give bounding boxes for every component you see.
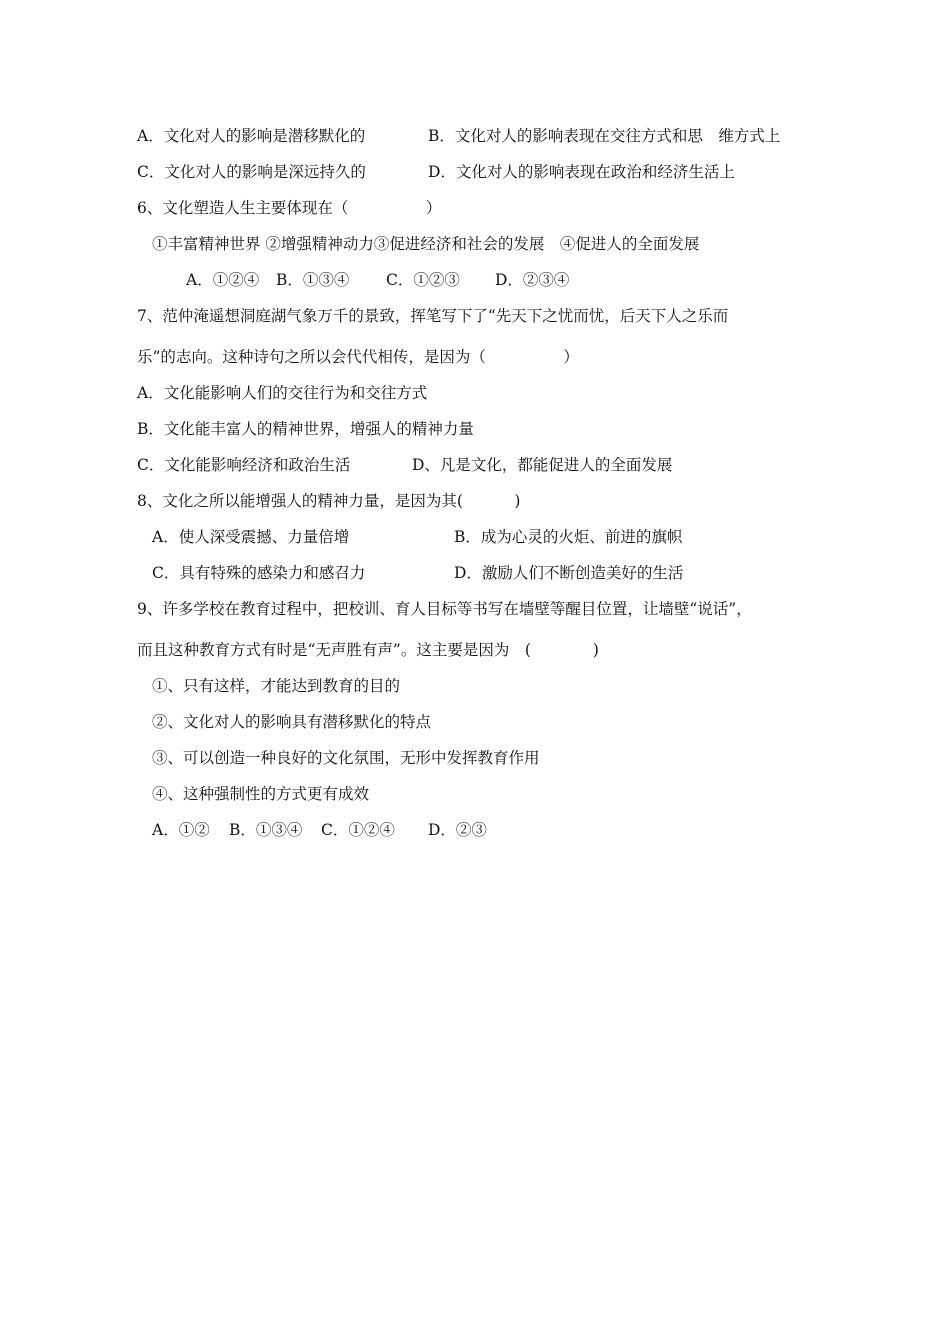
q9-option-d: D．②③ xyxy=(428,821,487,839)
q8-option-d: D．激励人们不断创造美好的生活 xyxy=(454,564,684,582)
q6-option-d: D．②③④ xyxy=(495,271,570,289)
q7-stem-line2: 乐”的志向。这种诗句之所以会代代相传，是因为（ ） xyxy=(137,348,579,366)
q7-option-c: C．文化能影响经济和政治生活 xyxy=(137,456,351,474)
q8-stem: 8、文化之所以能增强人的精神力量，是因为其( ) xyxy=(137,492,521,510)
q6-option-c: C．①②③ xyxy=(386,271,460,289)
q9-stem-line2: 而且这种教育方式有时是“无声胜有声”。这主要是因为 ( ) xyxy=(137,641,599,659)
q7-option-d: D、凡是文化，都能促进人的全面发展 xyxy=(412,456,673,474)
q5-option-b: B．文化对人的影响表现在交往方式和思 维方式上 xyxy=(428,127,781,145)
q9-option-c: C．①②④ xyxy=(321,821,395,839)
q9-stem-line1: 9、许多学校在教育过程中，把校训、育人目标等书写在墙壁等醒目位置，让墙壁“说话”， xyxy=(137,600,752,618)
q9-item-4: ④、这种强制性的方式更有成效 xyxy=(152,785,370,803)
q6-option-b: B．①③④ xyxy=(276,271,350,289)
q8-option-a: A．使人深受震撼、力量倍增 xyxy=(152,528,350,546)
q8-option-b: B．成为心灵的火炬、前进的旗帜 xyxy=(454,528,683,546)
q5-option-d: D．文化对人的影响表现在政治和经济生活上 xyxy=(428,163,735,181)
q5-option-a: A．文化对人的影响是潜移默化的 xyxy=(137,127,366,145)
q9-option-a: A．①② xyxy=(152,821,210,839)
q7-stem-line1: 7、范仲淹遥想洞庭湖气象万千的景致，挥笔写下了“先天下之忧而忧，后天下人之乐而 xyxy=(137,307,729,325)
q6-items: ①丰富精神世界 ②增强精神动力③促进经济和社会的发展 ④促进人的全面发展 xyxy=(152,235,700,253)
q5-option-c: C．文化对人的影响是深远持久的 xyxy=(137,163,366,181)
q9-option-b: B．①③④ xyxy=(229,821,303,839)
q9-item-2: ②、文化对人的影响具有潜移默化的特点 xyxy=(152,713,432,731)
q7-option-b: B．文化能丰富人的精神世界，增强人的精神力量 xyxy=(137,420,474,438)
q8-option-c: C．具有特殊的感染力和感召力 xyxy=(152,564,366,582)
q6-option-a: A．①②④ xyxy=(186,271,260,289)
q7-option-a: A．文化能影响人们的交往行为和交往方式 xyxy=(137,384,428,402)
q9-item-3: ③、可以创造一种良好的文化氛围，无形中发挥教育作用 xyxy=(152,749,540,767)
q9-item-1: ①、只有这样，才能达到教育的目的 xyxy=(152,677,401,695)
q6-stem: 6、文化塑造人生主要体现在（ ） xyxy=(137,199,442,217)
